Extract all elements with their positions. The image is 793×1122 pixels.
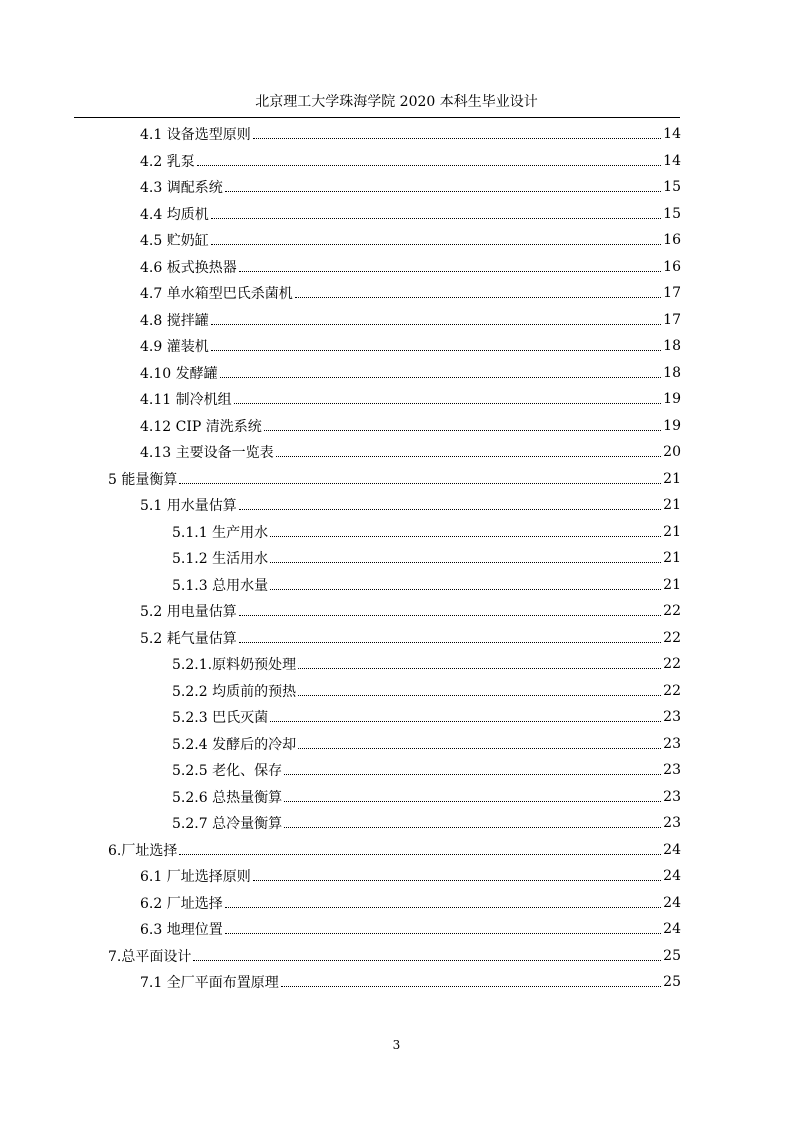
toc-entry[interactable] [140,386,681,413]
toc-entry-title: 5.2.6 总热量衡算 [172,789,283,806]
toc-entry-title: 4.12 CIP 清洗系统 [140,418,262,435]
toc-entry-page: 21 [663,550,681,567]
toc-entry-page: 23 [663,788,681,805]
toc-entry-title: 5.2 耗气量估算 [140,630,237,647]
dot-leader [211,217,661,219]
toc-entry-title: 5.2.5 老化、保存 [172,763,283,780]
toc-entry-page: 22 [663,603,681,620]
toc-entry-title: 4.9 灌装机 [140,339,209,356]
dot-leader [270,535,661,537]
page-number: 3 [392,1038,401,1052]
toc-entry[interactable] [140,307,681,334]
toc-entry-page: 23 [663,762,681,779]
dot-leader [225,906,661,908]
toc-entry-title: 5.2.3 巴氏灭菌 [172,710,269,727]
header-rule [74,117,680,118]
toc-entry-title: 6.2 厂址选择 [140,895,223,912]
toc-entry[interactable] [140,333,681,360]
toc-entry-page: 15 [663,205,681,222]
toc-entry-page: 17 [663,311,681,328]
toc-entry[interactable] [172,704,681,731]
dot-leader [298,694,661,696]
dot-leader [211,323,661,325]
toc-entry-page: 23 [663,815,681,832]
toc-entry[interactable] [172,678,681,705]
dot-leader [298,667,661,669]
toc-entry-page: 14 [663,152,681,169]
toc-entry-page: 22 [663,682,681,699]
dot-leader [284,773,661,775]
dot-leader [211,243,661,245]
dot-leader [197,164,661,166]
toc-entry[interactable] [140,625,681,652]
toc-entry-title: 7.1 全厂平面布置原理 [140,975,279,992]
toc-entry-title: 6.1 厂址选择原则 [140,869,251,886]
toc-entry-title: 6.3 地理位置 [140,922,223,939]
toc-entry-title: 6.厂址选择 [108,842,178,859]
toc-entry[interactable] [108,837,681,864]
dot-leader [295,296,661,298]
toc-entry[interactable] [172,810,681,837]
toc-entry-page: 24 [663,868,681,885]
toc-entry[interactable] [140,280,681,307]
toc-entry-page: 24 [663,894,681,911]
toc-entry[interactable] [172,757,681,784]
toc-entry[interactable] [172,545,681,572]
toc-entry[interactable] [172,651,681,678]
toc-entry-title: 5.2.2 均质前的预热 [172,683,297,700]
dot-leader [239,508,661,510]
toc-entry-page: 18 [663,364,681,381]
running-header: 北京理工大学珠海学院 2020 本科生毕业设计 [255,94,538,110]
dot-leader [225,190,661,192]
dot-leader [179,482,661,484]
toc-entry-page: 22 [663,629,681,646]
toc-entry-page: 21 [663,497,681,514]
toc-entry-title: 4.3 调配系统 [140,180,223,197]
toc-entry[interactable] [108,943,681,970]
toc-entry-title: 4.8 搅拌罐 [140,312,209,329]
toc-entry-page: 18 [663,338,681,355]
toc-entry-title: 4.13 主要设备一览表 [140,445,274,462]
toc-entry-page: 16 [663,232,681,249]
toc-entry-page: 14 [663,126,681,143]
toc-entry-page: 23 [663,735,681,752]
toc-entry[interactable] [172,784,681,811]
dot-leader [220,376,662,378]
toc-entry-page: 23 [663,709,681,726]
toc-entry[interactable] [172,572,681,599]
toc-entry-page: 16 [663,258,681,275]
toc-entry-title: 5.1.1 生产用水 [172,524,269,541]
toc-entry-title: 5 能量衡算 [108,471,178,488]
dot-leader [239,641,661,643]
dot-leader [284,800,661,802]
dot-leader [179,853,661,855]
dot-leader [239,614,661,616]
toc-entry[interactable] [140,863,681,890]
toc-entry-page: 21 [663,470,681,487]
toc-entry-title: 5.1.3 总用水量 [172,577,269,594]
toc-entry-page: 20 [663,444,681,461]
toc-entry[interactable] [140,916,681,943]
dot-leader [276,455,662,457]
toc-entry-title: 7.总平面设计 [108,948,192,965]
dot-leader [270,561,661,563]
dot-leader [225,932,661,934]
dot-leader [270,720,661,722]
toc-entry[interactable] [140,201,681,228]
toc-entry[interactable] [108,466,681,493]
toc-entry[interactable] [140,360,681,387]
dot-leader [253,879,661,881]
dot-leader [298,747,661,749]
dot-leader [239,270,661,272]
dot-leader [193,959,661,961]
toc-entry[interactable] [140,969,681,996]
dot-leader [211,349,661,351]
toc-entry-title: 4.10 发酵罐 [140,365,218,382]
toc-entry-title: 5.2 用电量估算 [140,604,237,621]
dot-leader [284,826,661,828]
dot-leader [264,429,661,431]
dot-leader [234,402,662,404]
toc-entry[interactable] [140,254,681,281]
toc-entry-title: 5.1.2 生活用水 [172,551,269,568]
toc-entry-page: 25 [663,947,681,964]
toc-entry-title: 5.2.4 发酵后的冷却 [172,736,297,753]
toc-entry-page: 22 [663,656,681,673]
toc-entry-page: 21 [663,523,681,540]
toc-entry-page: 21 [663,576,681,593]
toc-entry-title: 5.2.7 总冷量衡算 [172,816,283,833]
toc-entry[interactable] [140,598,681,625]
toc-entry-page: 25 [663,974,681,991]
toc-entry-title: 4.1 设备选型原则 [140,127,251,144]
toc-entry-title: 4.4 均质机 [140,206,209,223]
toc-entry-page: 15 [663,179,681,196]
toc-entry-title: 4.11 制冷机组 [140,392,232,409]
toc-entry[interactable] [140,413,681,440]
toc-entry[interactable] [172,519,681,546]
toc-entry[interactable] [140,121,681,148]
toc-entry[interactable] [140,439,681,466]
toc-entry[interactable] [140,148,681,175]
toc-entry-page: 19 [663,391,681,408]
dot-leader [281,985,661,987]
toc-entry-title: 4.7 单水箱型巴氏杀菌机 [140,286,293,303]
toc-entry-page: 19 [663,417,681,434]
toc-entry-page: 24 [663,841,681,858]
dot-leader [270,588,661,590]
toc-entry[interactable] [140,492,681,519]
toc-entry[interactable] [172,731,681,758]
toc-entry-title: 4.2 乳泵 [140,153,195,170]
dot-leader [253,137,661,139]
toc-entry-page: 17 [663,285,681,302]
toc-entry-title: 4.6 板式换热器 [140,259,237,276]
toc-entry-title: 4.5 贮奶缸 [140,233,209,250]
toc-entry[interactable] [140,174,681,201]
toc-entry-title: 5.2.1.原料奶预处理 [172,657,297,674]
toc-entry-title: 5.1 用水量估算 [140,498,237,515]
toc-entry-page: 24 [663,921,681,938]
toc-entry[interactable] [140,227,681,254]
toc-entry[interactable] [140,890,681,917]
